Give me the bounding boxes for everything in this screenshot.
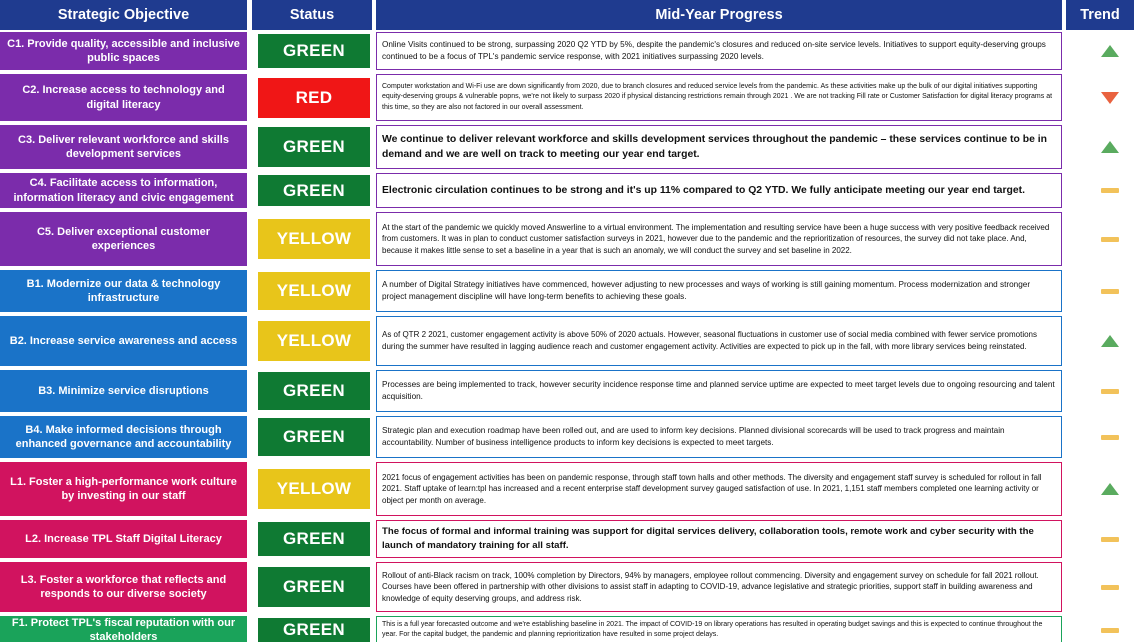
- trend-indicator: [1090, 173, 1130, 208]
- objective-label: C1. Provide quality, accessible and inclusive public spaces: [0, 32, 247, 70]
- trend-up-icon: [1101, 483, 1119, 495]
- progress-text: Processes are being implemented to track, however security incidence response time and planned service uptime are expected to meet target levels due to ongoing resourcing and talent acquisition.: [376, 370, 1062, 412]
- status-badge: YELLOW: [258, 272, 370, 310]
- status-badge: GREEN: [258, 175, 370, 206]
- trend-indicator: [1090, 212, 1130, 266]
- progress-text: 2021 focus of engagement activities has been on pandemic response, through staff town halls and other methods. The diversity and engagement staff survey is scheduled for rollout in fall 2021. Staff uptake of learn:tpl has increased and a recent enterprise staff development survey gauged satisfaction of use. In 2021, 1,151 staff members completed one learning activity or object per month on average.: [376, 462, 1062, 516]
- table-row: [0, 416, 1134, 458]
- objective-label: C2. Increase access to technology and digital literacy: [0, 74, 247, 121]
- trend-up-icon: [1101, 141, 1119, 153]
- status-badge: GREEN: [258, 418, 370, 456]
- trend-up-icon: [1101, 45, 1119, 57]
- progress-text: Strategic plan and execution roadmap have been rolled out, and are used to inform key decisions. Planned divisional scorecards will be used to track progress and maintain accountability. Number of business intelligence products to inform key decisions is expected to meet targets.: [376, 416, 1062, 458]
- table-row: [0, 520, 1134, 558]
- status-badge: GREEN: [258, 522, 370, 556]
- table-row: [0, 270, 1134, 312]
- progress-text: Rollout of anti-Black racism on track, 100% completion by Directors, 94% by managers, employee rollout commencing. Diversity and engagement survey on schedule for fall 2021 rollout. Courses have been offered in partnership with other divisions to assist staff in adapting to COVID-19, advance legislative and strategic priorities, support staff in building awareness and knowledge of equity deserving groups, and address risk.: [376, 562, 1062, 612]
- objective-label: C4. Facilitate access to information, information literacy and civic engagement: [0, 173, 247, 208]
- trend-indicator: [1090, 520, 1130, 558]
- header-trend: Trend: [1066, 0, 1134, 30]
- table-row: [0, 616, 1134, 642]
- trend-indicator: [1090, 462, 1130, 516]
- header-status: Status: [252, 0, 372, 30]
- status-badge: GREEN: [258, 618, 370, 642]
- progress-text: We continue to deliver relevant workforce and skills development services throughout the pandemic – these services continue to be in demand and we are well on track to meeting our year end target.: [376, 125, 1062, 169]
- trend-flat-icon: [1101, 289, 1119, 294]
- trend-indicator: [1090, 74, 1130, 121]
- header-mid-year-progress: Mid-Year Progress: [376, 0, 1062, 30]
- objective-label: F1. Protect TPL's fiscal reputation with our stakeholders: [0, 616, 247, 642]
- progress-text: A number of Digital Strategy initiatives have commenced, however adjusting to new processes and ways of working is still gaining momentum. Process modernization and stronger project management discipline will have long-term benefits to achieving these goals.: [376, 270, 1062, 312]
- trend-indicator: [1090, 616, 1130, 642]
- progress-text: This is a full year forecasted outcome and we're establishing baseline in 2021. The impact of COVID-19 on library operations has resulted in operating budget savings and this is expected to continue throughout the year. For the capital budget, the pandemic and planning reprioritization have resulted in some project delays.: [376, 616, 1062, 642]
- progress-text: Computer workstation and Wi-Fi use are down significantly from 2020, due to branch closures and reduced service levels from the pandemic. As these activities make up the bulk of our digital initiatives supporting equity-deserving groups & vulnerable popns, we're not likely to surpass 2020 if physical distancing restrictions remain through 2021 . We are not tracking Fill rate or Customer Satisfaction for digital literacy programs at this time, so they are also not factored in our overall assessment.: [376, 74, 1062, 121]
- trend-up-icon: [1101, 335, 1119, 347]
- table-row: [0, 370, 1134, 412]
- objective-label: L2. Increase TPL Staff Digital Literacy: [0, 520, 247, 558]
- trend-down-icon: [1101, 92, 1119, 104]
- objective-label: B4. Make informed decisions through enhanced governance and accountability: [0, 416, 247, 458]
- trend-indicator: [1090, 562, 1130, 612]
- status-badge: RED: [258, 78, 370, 118]
- objective-label: B1. Modernize our data & technology infrastructure: [0, 270, 247, 312]
- progress-text: Electronic circulation continues to be strong and it's up 11% compared to Q2 YTD. We fully anticipate meeting our year end target.: [376, 173, 1062, 208]
- status-badge: YELLOW: [258, 219, 370, 259]
- table-row: [0, 212, 1134, 266]
- trend-indicator: [1090, 316, 1130, 366]
- table-row: [0, 173, 1134, 208]
- table-row: [0, 316, 1134, 366]
- status-badge: YELLOW: [258, 469, 370, 509]
- trend-indicator: [1090, 270, 1130, 312]
- table-row: [0, 32, 1134, 70]
- status-badge: YELLOW: [258, 321, 370, 361]
- trend-indicator: [1090, 125, 1130, 169]
- trend-flat-icon: [1101, 435, 1119, 440]
- trend-flat-icon: [1101, 628, 1119, 633]
- status-badge: GREEN: [258, 34, 370, 68]
- trend-flat-icon: [1101, 389, 1119, 394]
- objective-label: C3. Deliver relevant workforce and skills development services: [0, 125, 247, 169]
- progress-text: As of QTR 2 2021, customer engagement activity is above 50% of 2020 actuals. However, seasonal fluctuations in customer use of social media combined with fewer service promotions during the summer have resulted in lagging audience reach and customer engagement activity. Activities are expected to pick up in the fall, with more library services being reinstated.: [376, 316, 1062, 366]
- trend-flat-icon: [1101, 237, 1119, 242]
- table-row: [0, 125, 1134, 169]
- progress-text: The focus of formal and informal training was support for digital services delivery, collaboration tools, remote work and cyber security with the launch of mandatory training for all staff.: [376, 520, 1062, 558]
- table-row: [0, 562, 1134, 612]
- status-badge: GREEN: [258, 372, 370, 410]
- header-strategic-objective: Strategic Objective: [0, 0, 247, 30]
- trend-flat-icon: [1101, 537, 1119, 542]
- trend-flat-icon: [1101, 188, 1119, 193]
- objective-label: B2. Increase service awareness and access: [0, 316, 247, 366]
- trend-indicator: [1090, 416, 1130, 458]
- objective-label: L3. Foster a workforce that reflects and responds to our diverse society: [0, 562, 247, 612]
- trend-indicator: [1090, 370, 1130, 412]
- status-badge: GREEN: [258, 127, 370, 167]
- trend-flat-icon: [1101, 585, 1119, 590]
- progress-text: At the start of the pandemic we quickly moved Answerline to a virtual environment. The implementation and resulting service have been a huge success with very positive feedback received from customers. It was in plan to conduct customer satisfaction surveys in 2021, however due to the pandemic and the reprioritization of resources, the survey did not take place. And, because it makes little sense to set a baseline in a year that is such an anomaly, we will conduct the survey and set baseline in 2022.: [376, 212, 1062, 266]
- objective-label: B3. Minimize service disruptions: [0, 370, 247, 412]
- table-row: [0, 74, 1134, 121]
- objective-label: C5. Deliver exceptional customer experiences: [0, 212, 247, 266]
- trend-indicator: [1090, 32, 1130, 70]
- progress-text: Online Visits continued to be strong, surpassing 2020 Q2 YTD by 5%, despite the pandemic's closures and reduced on-site service levels. Initiatives to support equity-deserving groups continued to be a focus of TPL's pandemic service response, with 2021 initiatives surpassing 2020 levels.: [376, 32, 1062, 70]
- objective-label: L1. Foster a high-performance work culture by investing in our staff: [0, 462, 247, 516]
- table-row: [0, 462, 1134, 516]
- status-badge: GREEN: [258, 567, 370, 607]
